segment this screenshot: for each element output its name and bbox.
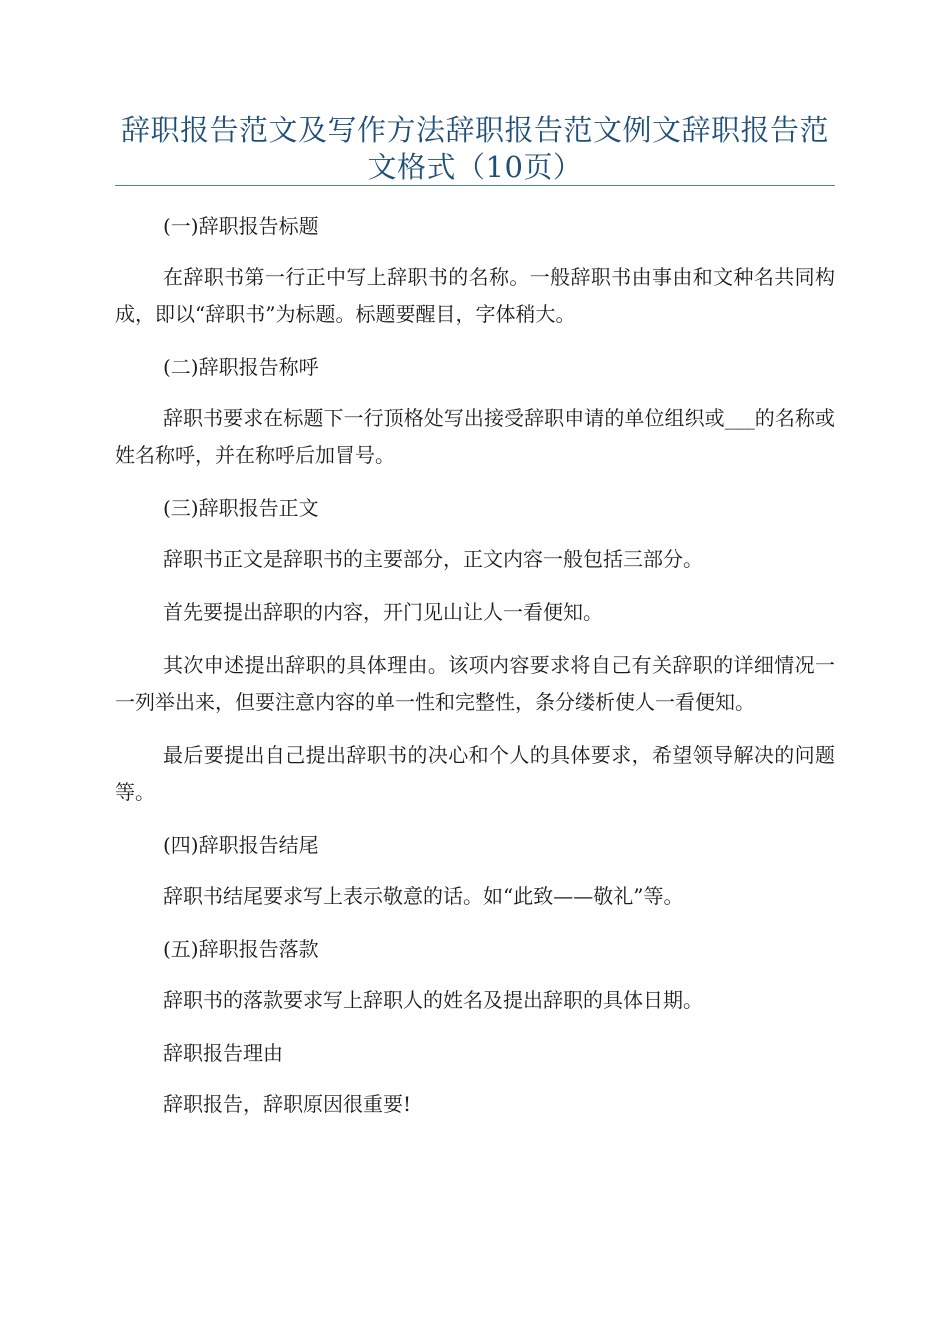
paragraph: 最后要提出自己提出辞职书的决心和个人的具体要求，希望领导解决的问题等。 [115, 743, 835, 804]
paragraph: 辞职报告，辞职原因很重要! [163, 1092, 412, 1116]
paragraph: 辞职书要求在标题下一行顶格处写出接受辞职申请的单位组织或___的名称或姓名称呼，并在称呼后加冒号。 [115, 406, 835, 467]
section-heading-reasons: 辞职报告理由 [163, 1041, 283, 1065]
section-heading-title: (一)辞职报告标题 [163, 214, 319, 238]
paragraph: 辞职书结尾要求写上表示敬意的话。如“此致——敬礼”等。 [163, 884, 684, 908]
paragraph: 辞职书的落款要求写上辞职人的姓名及提出辞职的具体日期。 [163, 988, 703, 1012]
section-heading-signature: (五)辞职报告落款 [163, 937, 319, 961]
section-heading-salutation: (二)辞职报告称呼 [163, 355, 319, 379]
paragraph: 其次申述提出辞职的具体理由。该项内容要求将自己有关辞职的详细情况一一列举出来，但要注意内容的单一性和完整性，条分缕析使人一看便知。 [115, 653, 835, 714]
document-title: 辞职报告范文及写作方法辞职报告范文例文辞职报告范文格式（10页） [120, 113, 829, 184]
section-heading-body: (三)辞职报告正文 [163, 496, 319, 520]
paragraph: 首先要提出辞职的内容，开门见山让人一看便知。 [163, 600, 603, 624]
paragraph: 在辞职书第一行正中写上辞职书的名称。一般辞职书由事由和文种名共同构成，即以“辞职书”为标题。标题要醒目，字体稍大。 [115, 265, 835, 326]
document-body [115, 208, 835, 1139]
section-heading-closing: (四)辞职报告结尾 [163, 833, 319, 857]
title-underline [115, 185, 835, 186]
paragraph: 辞职书正文是辞职书的主要部分，正文内容一般包括三部分。 [163, 547, 703, 571]
